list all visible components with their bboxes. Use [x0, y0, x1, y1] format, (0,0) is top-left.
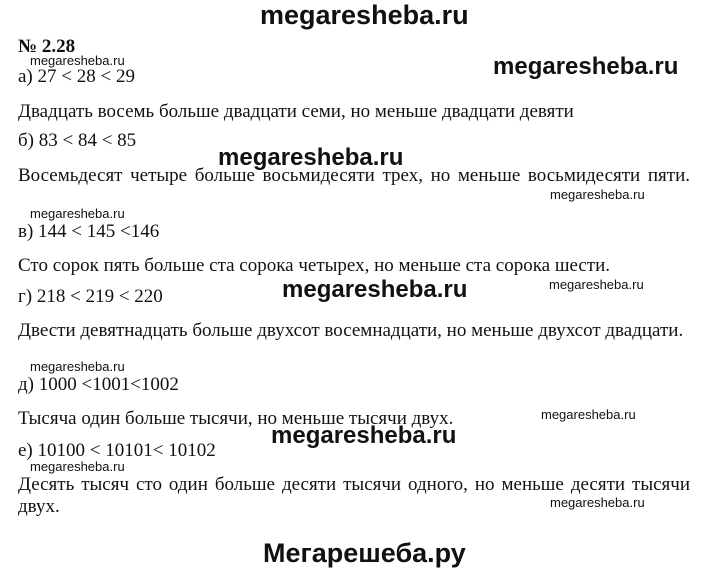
watermark-small: megaresheba.ru	[550, 187, 645, 202]
watermark-large: megaresheba.ru	[493, 53, 679, 80]
watermark-large: megaresheba.ru	[282, 276, 468, 303]
site-header[interactable]: megaresheba.ru	[260, 0, 469, 30]
watermark-small: megaresheba.ru	[550, 495, 645, 510]
item-b-answer	[18, 165, 690, 187]
watermark-small: megaresheba.ru	[30, 459, 125, 474]
item-g-label: г) 218 < 219 < 220	[18, 286, 163, 307]
watermark-large: megaresheba.ru	[218, 144, 404, 171]
watermark-large: megaresheba.ru	[271, 422, 457, 449]
watermark-small: megaresheba.ru	[549, 277, 644, 292]
problem-number: № 2.28	[18, 36, 76, 57]
item-d-label: д) 1000 <1001<1002	[18, 374, 179, 395]
watermark-small: megaresheba.ru	[30, 206, 125, 221]
item-e-answer: Десять тысяч сто один больше десяти тысячи одного, но меньше десяти тысячи двух.	[18, 474, 690, 517]
item-v-answer: Сто сорок пять больше ста сорока четырех, но меньше ста сорока шести.	[18, 255, 611, 276]
item-a-answer: Двадцать восемь больше двадцати семи, но меньше двадцати девяти	[18, 101, 574, 122]
item-b-answer-text: Восемьдесят четыре больше восьмидесяти трех, но меньше восьмидесяти пяти.	[18, 165, 690, 186]
item-a-label: а) 27 < 28 < 29	[18, 66, 135, 87]
item-g-answer: Двести девятнадцать больше двухсот восемнадцати, но меньше двухсот двадцати.	[18, 320, 684, 341]
item-e-label: е) 10100 < 10101< 10102	[18, 440, 216, 461]
item-v-label: в) 144 < 145 <146	[18, 221, 160, 242]
item-d-answer: Тысяча один больше тысячи, но меньше тысячи двух.	[18, 408, 454, 429]
item-b-label: б) 83 < 84 < 85	[18, 130, 137, 151]
watermark-small: megaresheba.ru	[30, 53, 125, 68]
watermark-small: megaresheba.ru	[541, 407, 636, 422]
site-footer[interactable]: Мегарешеба.ру	[263, 538, 466, 568]
watermark-small: megaresheba.ru	[30, 359, 125, 374]
